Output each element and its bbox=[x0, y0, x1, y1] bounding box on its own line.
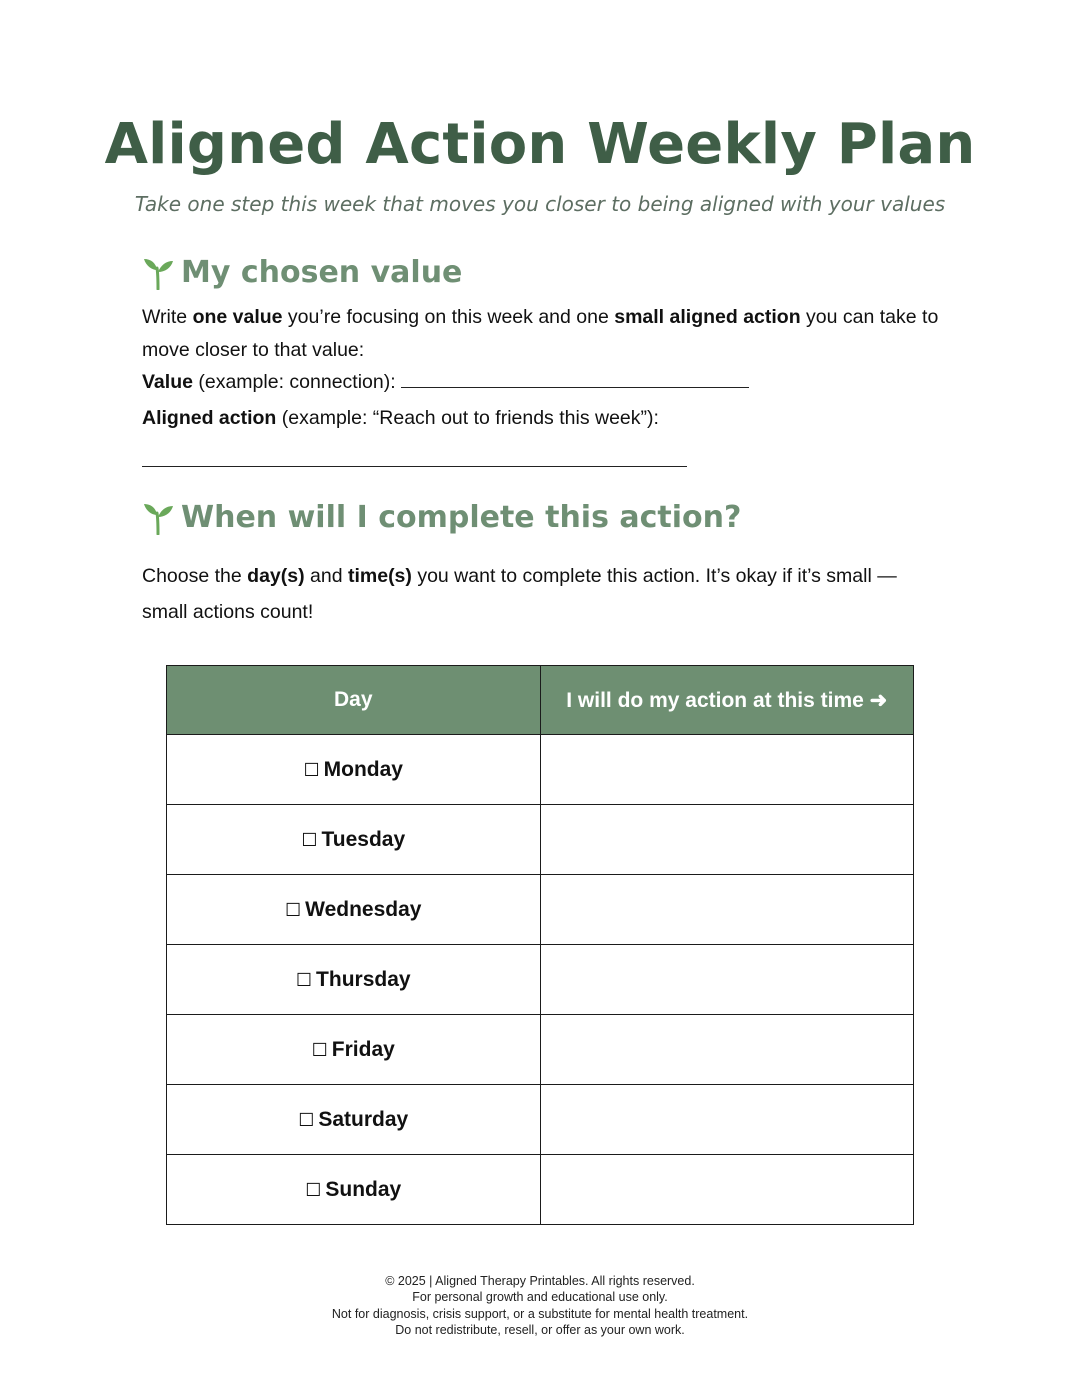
day-cell-tuesday[interactable] bbox=[167, 805, 541, 875]
checkbox-icon[interactable]: ☐ bbox=[295, 969, 313, 990]
time-cell-wednesday[interactable] bbox=[540, 875, 914, 945]
checkbox-icon[interactable]: ☐ bbox=[305, 1179, 322, 1200]
time-cell-thursday[interactable] bbox=[540, 945, 914, 1015]
section-heading-text: My chosen value bbox=[181, 255, 463, 290]
action-field-label: Aligned action (example: “Reach out to friends this week”): bbox=[142, 407, 659, 429]
day-cell-sunday[interactable] bbox=[167, 1155, 541, 1225]
day-cell-saturday[interactable] bbox=[167, 1085, 541, 1155]
header-day: Day bbox=[167, 666, 541, 735]
table-row bbox=[167, 945, 914, 1015]
time-cell-sunday[interactable] bbox=[540, 1155, 914, 1225]
section-heading-text: When will I complete this action? bbox=[181, 500, 742, 535]
footer-line: Do not redistribute, resell, or offer as your own work. bbox=[395, 1322, 685, 1337]
day-cell-wednesday[interactable] bbox=[167, 875, 541, 945]
day-label: Thursday bbox=[316, 967, 411, 991]
checkbox-icon[interactable]: ☐ bbox=[285, 899, 302, 920]
day-label: Monday bbox=[323, 757, 403, 781]
table-row bbox=[167, 735, 914, 805]
section-intro: Choose the day(s) and time(s) you want to complete this action. It’s okay if it’s small — small actions count! bbox=[142, 565, 897, 623]
day-cell-thursday[interactable] bbox=[167, 945, 541, 1015]
header-time: I will do my action at this time ➜ bbox=[540, 666, 914, 735]
sprout-icon bbox=[142, 256, 174, 290]
table-row bbox=[167, 875, 914, 945]
checkbox-icon[interactable]: ☐ bbox=[311, 1039, 328, 1060]
footer-line: Not for diagnosis, crisis support, or a substitute for mental health treatment. bbox=[331, 1306, 749, 1321]
section-heading-chosen-value bbox=[142, 255, 462, 290]
time-cell-friday[interactable] bbox=[540, 1015, 914, 1085]
day-cell-friday[interactable] bbox=[167, 1015, 541, 1085]
day-cell-monday[interactable] bbox=[167, 735, 541, 805]
value-write-line[interactable] bbox=[401, 387, 749, 388]
time-cell-saturday[interactable] bbox=[540, 1085, 914, 1155]
footer-line: © 2025 | Aligned Therapy Printables. All rights reserved. bbox=[385, 1274, 695, 1288]
action-write-line[interactable] bbox=[142, 466, 687, 467]
section-heading-complete-action bbox=[142, 500, 741, 535]
time-cell-monday[interactable] bbox=[540, 735, 914, 805]
page-subtitle: Take one step this week that moves you closer to being aligned with your values bbox=[134, 192, 946, 216]
checkbox-icon[interactable]: ☐ bbox=[303, 759, 320, 780]
sprout-icon bbox=[142, 501, 174, 535]
page-title: Aligned Action Weekly Plan bbox=[104, 112, 976, 177]
footer bbox=[0, 1273, 1080, 1338]
day-label: Friday bbox=[331, 1037, 395, 1061]
time-cell-tuesday[interactable] bbox=[540, 805, 914, 875]
weekly-plan-table bbox=[166, 665, 914, 1225]
table-row bbox=[167, 1015, 914, 1085]
footer-line: For personal growth and educational use only. bbox=[412, 1290, 668, 1305]
table-header-row bbox=[167, 666, 914, 735]
table-row bbox=[167, 1085, 914, 1155]
checkbox-icon[interactable]: ☐ bbox=[301, 829, 318, 850]
table-row bbox=[167, 1155, 914, 1225]
table-row bbox=[167, 805, 914, 875]
day-label: Saturday bbox=[318, 1107, 409, 1131]
day-label: Tuesday bbox=[321, 827, 406, 851]
day-label: Sunday bbox=[325, 1177, 402, 1201]
section-intro: Write one value you’re focusing on this week and one small aligned action you can take to move closer to that value: bbox=[142, 306, 939, 361]
checkbox-icon[interactable]: ☐ bbox=[298, 1109, 315, 1130]
value-field-label: Value (example: connection): bbox=[142, 371, 396, 393]
day-label: Wednesday bbox=[305, 897, 422, 921]
